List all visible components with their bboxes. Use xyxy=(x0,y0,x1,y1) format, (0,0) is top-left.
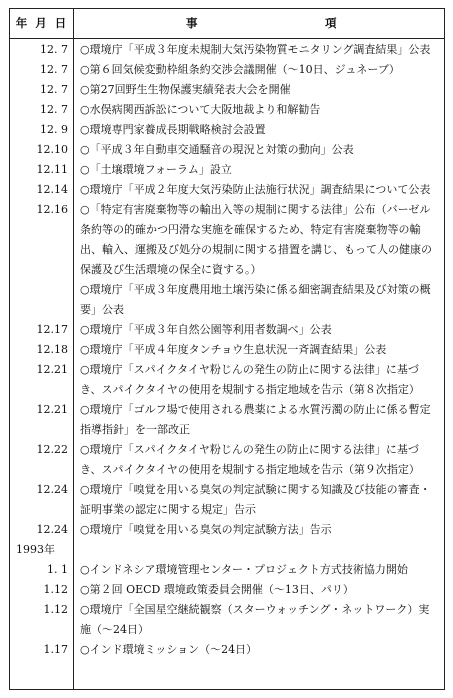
entry-text: ○環境庁「平成４年度タンチョウ生息状況一斉調査結果」公表 xyxy=(80,343,387,356)
entry-date: 12.24 xyxy=(36,523,68,536)
entry-date: 1.12 xyxy=(43,603,68,616)
entry-text: ○環境庁「スパイクタイヤ粉じんの発生の防止に関する法律」に基づき、スパイクタイヤの使用を規制する指定地域を告示（第９次指定） xyxy=(80,443,420,476)
entry-row xyxy=(10,480,444,520)
entry-date: 12.14 xyxy=(36,183,68,196)
entry-row xyxy=(10,320,444,340)
entry-date: 12. 7 xyxy=(40,43,68,56)
entry-date: 1. 1 xyxy=(47,563,68,576)
entry-date: 12. 7 xyxy=(40,63,68,76)
year-row xyxy=(10,540,444,560)
entry-date: 12.24 xyxy=(36,483,68,496)
entry-row xyxy=(10,360,444,400)
header-divider xyxy=(10,38,444,39)
entry-text: ○環境庁「平成３年度農用地土壌汚染に係る細密調査結果及び対策の概要」公表 xyxy=(80,283,431,316)
entry-date: 12.21 xyxy=(36,403,68,416)
entry-text: ○環境庁「平成３年自然公園等利用者数調べ」公表 xyxy=(80,323,332,336)
entry-text: ○第２回 OECD 環境政策委員会開催（〜13日、パリ） xyxy=(80,583,354,596)
entry-text: ○「特定有害廃棄物等の輸出入等の規制に関する法律」公布（バーゼル条約等の的確かつ円滑な実施を確保するため、特定有害廃棄物等の輸出、輸入、運搬及び処分の規制に関する措置を講じ、もって人の健康の保護及び生活環境の保全に資する。） xyxy=(80,203,432,276)
entry-text: ○環境庁「嗅覚を用いる臭気の判定試験に関する知識及び技能の審査・証明事業の認定に関する規定」告示 xyxy=(80,483,431,516)
entry-text: ○「土壌環境フォーラム」設立 xyxy=(80,163,232,176)
entry-text: ○環境庁「平成２年度大気汚染防止法施行状況」調査結果について公表 xyxy=(80,183,431,196)
chronology-table xyxy=(9,8,445,690)
entry-text: ○「平成３年自動車交通騒音の現況と対策の動向」公表 xyxy=(80,143,354,156)
entry-date: 12. 7 xyxy=(40,83,68,96)
entry-row xyxy=(10,60,444,80)
entry-row xyxy=(10,280,444,320)
entry-text: ○環境庁「嗅覚を用いる臭気の判定試験方法」告示 xyxy=(80,523,332,536)
header-event-2: 項 xyxy=(325,16,338,30)
entry-text: ○第６回気候変動枠組条約交渉会議開催（〜10日、ジュネーブ） xyxy=(80,63,400,76)
entry-date: 12.17 xyxy=(36,323,68,336)
entry-date: 12.10 xyxy=(36,143,68,156)
entry-row xyxy=(10,340,444,360)
entry-text: ○環境専門家養成長期戦略検討会設置 xyxy=(80,123,266,136)
entry-row xyxy=(10,120,444,140)
entry-row xyxy=(10,440,444,480)
header-event-1: 事 xyxy=(186,16,199,30)
entry-text: ○環境庁「平成３年度未規制大気汚染物質モニタリング調査結果」公表 xyxy=(80,43,431,56)
entry-date: 12.11 xyxy=(36,163,68,176)
entry-text: ○環境庁「スパイクタイヤ粉じんの発生の防止に関する法律」に基づき、スパイクタイヤの使用を規制する指定地域を告示（第８次指定） xyxy=(80,363,420,396)
entry-row xyxy=(10,200,444,280)
entry-row xyxy=(10,400,444,440)
entry-text: ○環境庁「全国星空継続観察（スターウォッチング・ネットワーク）実施（〜24日） xyxy=(80,603,430,636)
entry-row xyxy=(10,160,444,180)
entry-date: 1.17 xyxy=(43,643,68,656)
entry-date: 12. 7 xyxy=(40,103,68,116)
entry-text: ○インドネシア環境管理センター・プロジェクト方式技術協力開始 xyxy=(80,563,408,576)
header-date: 年 月 日 xyxy=(15,16,68,30)
entry-text: ○インド環境ミッション（〜24日） xyxy=(80,643,258,656)
entry-row xyxy=(10,560,444,580)
entry-date: 12.16 xyxy=(36,203,68,216)
entry-row xyxy=(10,100,444,120)
entry-row xyxy=(10,580,444,600)
entry-text xyxy=(80,540,440,560)
entry-row xyxy=(10,80,444,100)
entry-list xyxy=(10,40,444,660)
entry-row xyxy=(10,140,444,160)
entry-row xyxy=(10,640,444,660)
entry-date: 12. 9 xyxy=(40,123,68,136)
entry-date: 1.12 xyxy=(43,583,68,596)
entry-row xyxy=(10,40,444,60)
entry-row xyxy=(10,520,444,540)
entry-date: 12.22 xyxy=(36,443,68,456)
entry-text: ○第27回野生生物保護実績発表大会を開催 xyxy=(80,83,291,96)
entry-row xyxy=(10,180,444,200)
entry-text: ○水俣病関西訴訟について大阪地裁より和解勧告 xyxy=(80,103,321,116)
entry-text: ○環境庁「ゴルフ場で使用される農薬による水質汚濁の防止に係る暫定指導指針」を一部改正 xyxy=(80,403,431,436)
year-label: 1993年 xyxy=(16,543,55,556)
entry-row xyxy=(10,600,444,640)
entry-date: 12.18 xyxy=(36,343,68,356)
entry-date: 12.21 xyxy=(36,363,68,376)
